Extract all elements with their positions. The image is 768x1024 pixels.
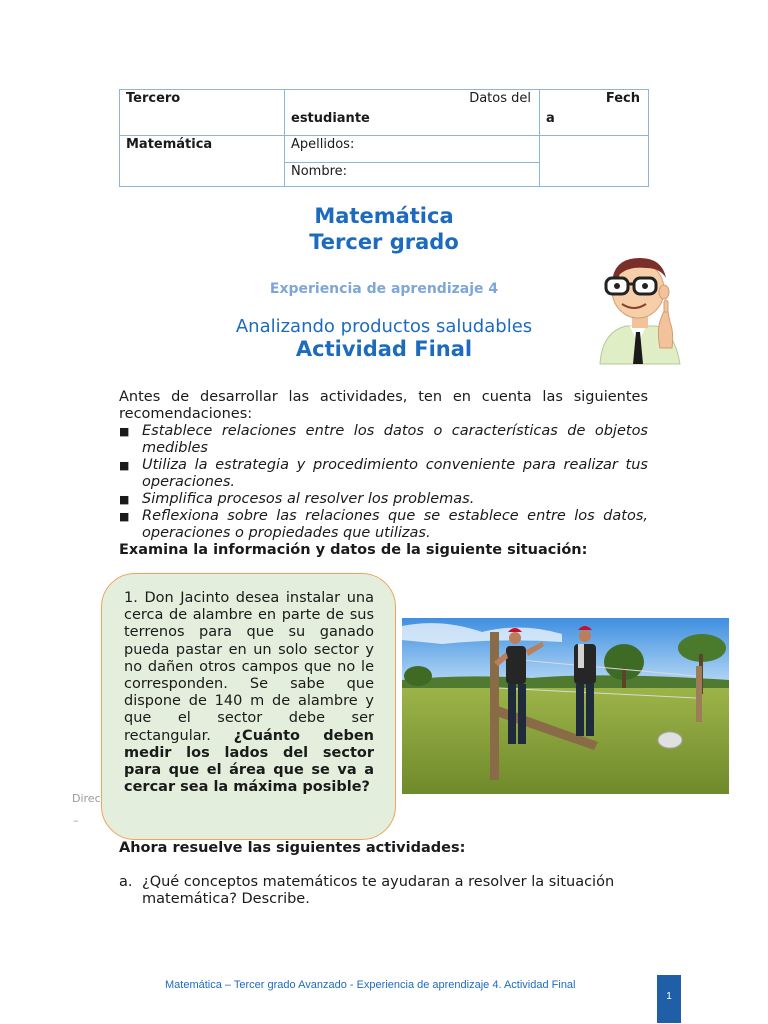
situation-question: ¿Cuánto deben medir los lados del sector para que el área que se va a cercar sea la máxima posible? (124, 727, 374, 796)
subject-cell: Matemática (120, 136, 285, 187)
situation-statement: 1. Don Jacinto desea instalar una cerca de alambre en parte de sus terrenos para que su ganado pueda pastar en un solo sector y no dañen otros campos que no le corresponden. Se sabe que dispone de 140 m de alambre y que el sector debe ser rectangular. (124, 590, 374, 744)
activity-title: Actividad Final (295, 337, 473, 361)
recommendation-list (119, 423, 648, 542)
student-header-table (119, 89, 649, 187)
solve-heading: Ahora resuelve las siguientes actividades: (119, 840, 466, 856)
page-number-box (657, 975, 681, 1023)
subtitle: Analizando productos saludables (235, 316, 533, 337)
name-field[interactable]: Nombre: (285, 162, 540, 186)
recommendation-item: ■ Reflexiona sobre las relaciones que se establece entre los datos, operaciones o propiedades que utilizas. (119, 508, 648, 542)
question-a-label: a. (119, 874, 133, 890)
student-data-header (285, 90, 540, 136)
faded-dash: – (73, 814, 79, 827)
recommendation-item: ■ Establece relaciones entre los datos o características de objetos medibles (119, 423, 648, 457)
page-title-line1: Matemática (314, 204, 454, 228)
situation-callout (101, 573, 396, 840)
experience-label: Experiencia de aprendizaje 4 (269, 281, 499, 297)
surname-field[interactable]: Apellidos: (285, 136, 540, 162)
student-header-line2: estudiante (291, 111, 370, 126)
situation-text (124, 590, 374, 824)
grade-cell: Tercero (120, 90, 285, 136)
faded-text-fragment: Direc (72, 792, 101, 805)
recommendation-item: ■ Utiliza la estrategia y procedimiento conveniente para realizar tus operaciones. (119, 457, 648, 491)
fence-photo (402, 618, 729, 794)
footer-text: Matemática – Tercer grado Avanzado - Experiencia de aprendizaje 4. Actividad Final (165, 979, 576, 991)
recommendation-item: ■ Simplifica procesos al resolver los problemas. (119, 491, 648, 508)
date-field[interactable] (540, 136, 649, 187)
date-header-line1: Fech (605, 91, 640, 106)
date-header-line2: a (546, 111, 555, 126)
teacher-cartoon-image (590, 252, 686, 366)
page-title-line2: Tercer grado (309, 230, 459, 254)
examine-heading: Examina la información y datos de la siguiente situación: (119, 542, 588, 558)
date-header (540, 90, 649, 136)
student-header-line1: Datos del (469, 91, 531, 106)
question-a-text: ¿Qué conceptos matemáticos te ayudaran a resolver la situación matemática? Describe. (142, 874, 615, 907)
page-number: 1 (666, 991, 672, 1002)
intro-paragraph: Antes de desarrollar las actividades, ten en cuenta las siguientes recomendaciones: (119, 389, 648, 422)
question-a (119, 874, 648, 908)
